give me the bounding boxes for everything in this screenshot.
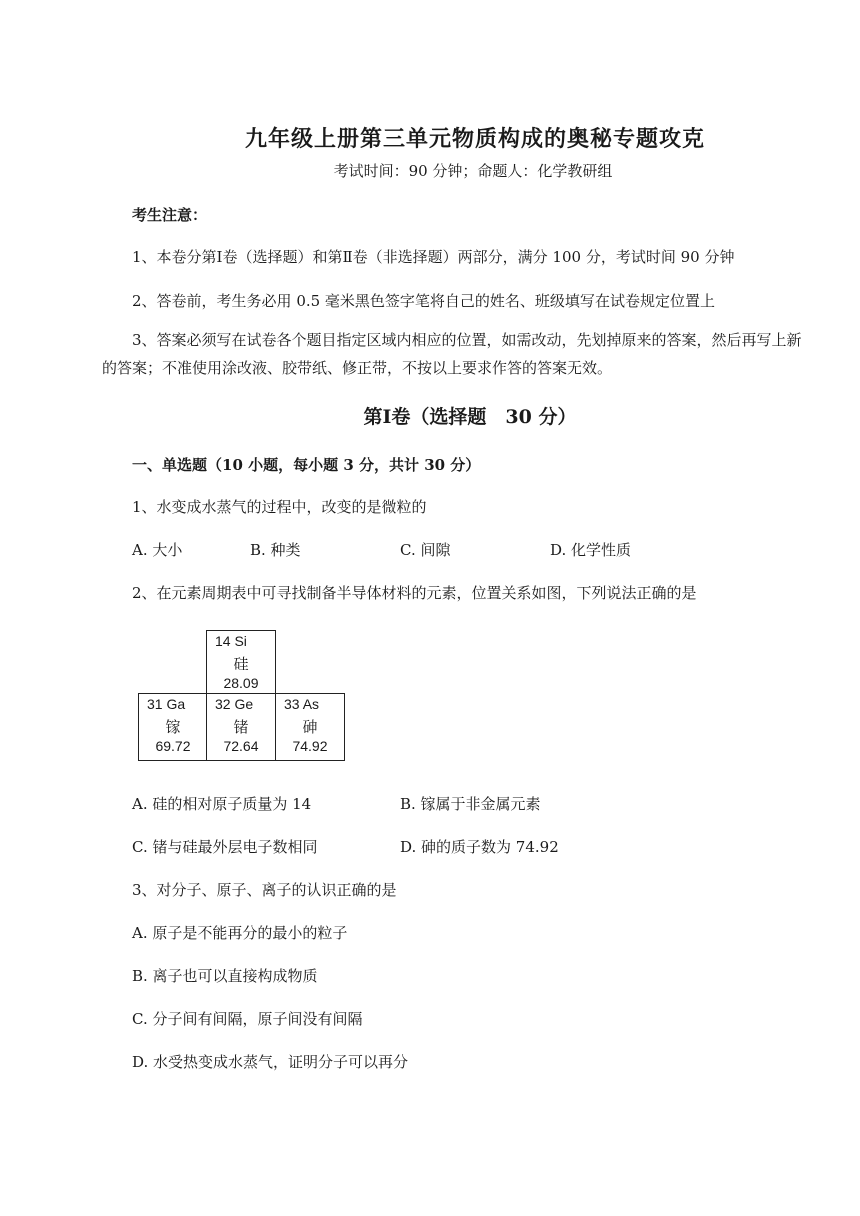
part-heading: 一、单选题（10 小题，每小题 3 分，共计 30 分） (132, 456, 481, 474)
element-mass: 74.92 (292, 738, 328, 754)
question-3-option-a: A. 原子是不能再分的最小的粒子 (132, 924, 348, 942)
element-number-symbol: 33 As (284, 696, 320, 712)
question-2-stem: 2、在元素周期表中可寻找制备半导体材料的元素，位置关系如图，下列说法正确的是 (132, 584, 697, 602)
notice-item-1: 1、本卷分第Ⅰ卷（选择题）和第Ⅱ卷（非选择题）两部分，满分 100 分，考试时间 90 分钟 (132, 248, 735, 266)
element-cell-as (275, 693, 345, 761)
question-2-option-b: B. 镓属于非金属元素 (400, 795, 541, 813)
element-cell-ge (206, 693, 276, 761)
question-3-option-c: C. 分子间有间隔，原子间没有间隔 (132, 1010, 363, 1028)
question-1-stem: 1、水变成水蒸气的过程中，改变的是微粒的 (132, 498, 427, 516)
question-3-stem: 3、对分子、原子、离子的认识正确的是 (132, 881, 397, 899)
notice-item-3: 3、答案必须写在试卷各个题目指定区域内相应的位置，如需改动，先划掉原来的答案，然后再写上新的答案；不准使用涂改液、胶带纸、修正带，不按以上要求作答的答案无效。 (102, 331, 802, 377)
section-title: 第Ⅰ卷（选择题 30 分） (363, 406, 577, 428)
question-3-option-b: B. 离子也可以直接构成物质 (132, 967, 318, 985)
element-mass: 69.72 (155, 738, 191, 754)
question-2-option-c: C. 锗与硅最外层电子数相同 (132, 838, 318, 856)
element-cell-ga (138, 693, 208, 761)
notice-item-2: 2、答卷前，考生务必用 0.5 毫米黑色签字笔将自己的姓名、班级填写在试卷规定位置上 (132, 292, 715, 310)
question-2-option-d: D. 砷的质子数为 74.92 (400, 838, 559, 856)
element-name: 锗 (233, 718, 249, 736)
question-1-option-c: C. 间隙 (400, 541, 451, 559)
question-1-option-d: D. 化学性质 (550, 541, 632, 559)
element-number-symbol: 14 Si (215, 633, 247, 649)
element-number-symbol: 31 Ga (147, 696, 186, 712)
element-name: 硅 (233, 655, 249, 673)
question-1-option-a: A. 大小 (132, 541, 183, 559)
question-2-option-a: A. 硅的相对原子质量为 14 (132, 795, 312, 813)
question-1-option-b: B. 种类 (250, 541, 301, 559)
element-name: 砷 (302, 718, 318, 736)
exam-info: 考试时间：90 分钟；命题人：化学教研组 (333, 162, 613, 180)
element-mass: 72.64 (223, 738, 259, 754)
element-name: 镓 (165, 718, 181, 736)
element-cell-si (206, 630, 276, 694)
element-number-symbol: 32 Ge (215, 696, 254, 712)
page-title: 九年级上册第三单元物质构成的奥秘专题攻克 (244, 126, 705, 152)
question-3-option-d: D. 水受热变成水蒸气，证明分子可以再分 (132, 1053, 409, 1071)
notice-heading: 考生注意： (132, 206, 208, 224)
element-mass: 28.09 (223, 675, 259, 691)
